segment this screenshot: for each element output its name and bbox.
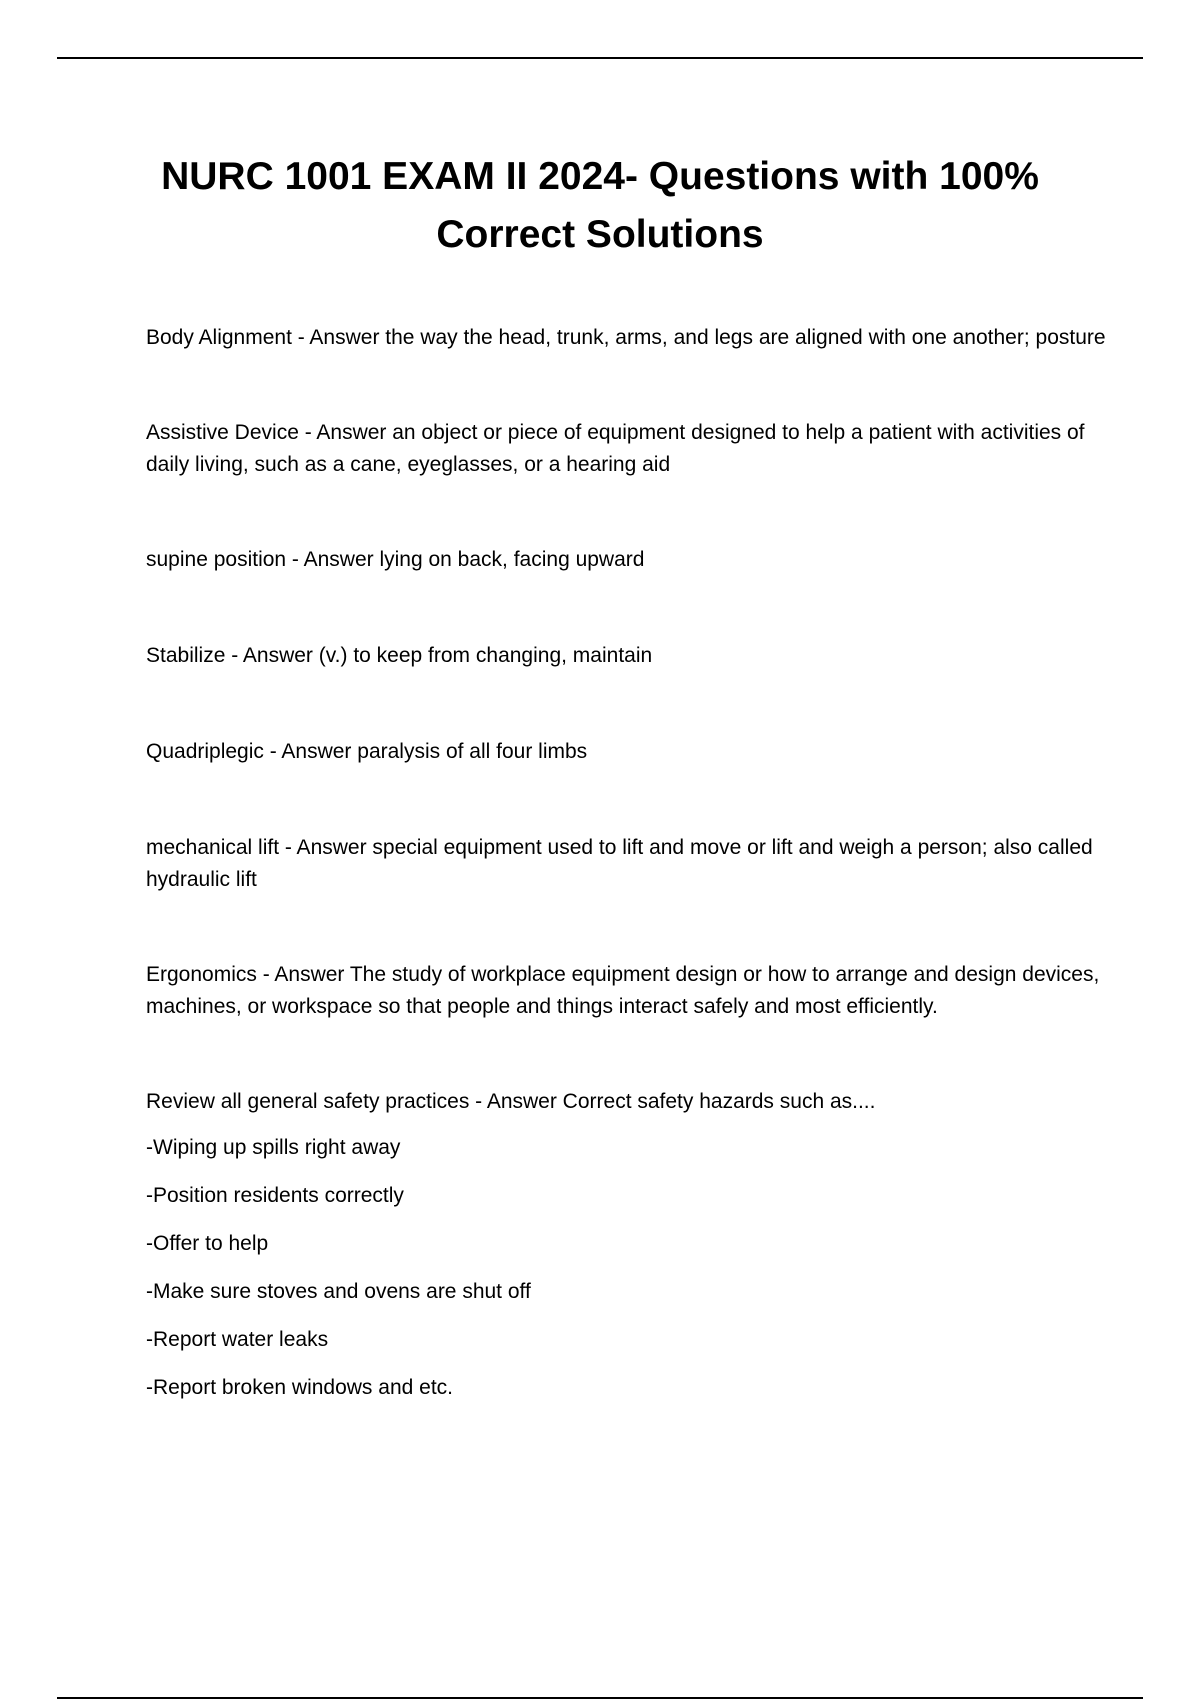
list-item: -Report broken windows and etc. (146, 1376, 453, 1399)
entry-mechanical-lift: mechanical lift - Answer special equipment used to lift and move or lift and weigh a person; also called hydraulic lift (146, 836, 1093, 891)
bottom-divider (57, 1697, 1143, 1699)
entry-assistive-device: Assistive Device - Answer an object or piece of equipment designed to help a patient with activities of daily living, such as a cane, eyeglasses, or a hearing aid (146, 421, 1085, 476)
list-item: -Wiping up spills right away (146, 1136, 401, 1159)
entry-stabilize: Stabilize - Answer (v.) to keep from changing, maintain (146, 644, 653, 667)
entry-quadriplegic: Quadriplegic - Answer paralysis of all four limbs (146, 740, 588, 763)
entry-safety-practices: Review all general safety practices - Answer Correct safety hazards such as.... (146, 1090, 876, 1113)
page-title: NURC 1001 EXAM II 2024- Questions with 100% Correct Solutions (161, 155, 1039, 256)
list-item: -Position residents correctly (146, 1184, 404, 1207)
top-divider (57, 57, 1143, 59)
list-item: -Report water leaks (146, 1328, 329, 1351)
safety-list (146, 1132, 1106, 1404)
entry-supine-position: supine position - Answer lying on back, facing upward (146, 548, 645, 571)
list-item: -Offer to help (146, 1232, 269, 1255)
list-item: -Make sure stoves and ovens are shut off (146, 1280, 531, 1303)
document-body (146, 322, 1106, 1420)
entry-body-alignment: Body Alignment - Answer the way the head, trunk, arms, and legs are aligned with one another; posture (146, 326, 1106, 349)
entry-ergonomics: Ergonomics - Answer The study of workplace equipment design or how to arrange and design devices, machines, or workspace so that people and things interact safely and most efficiently. (146, 963, 1100, 1018)
